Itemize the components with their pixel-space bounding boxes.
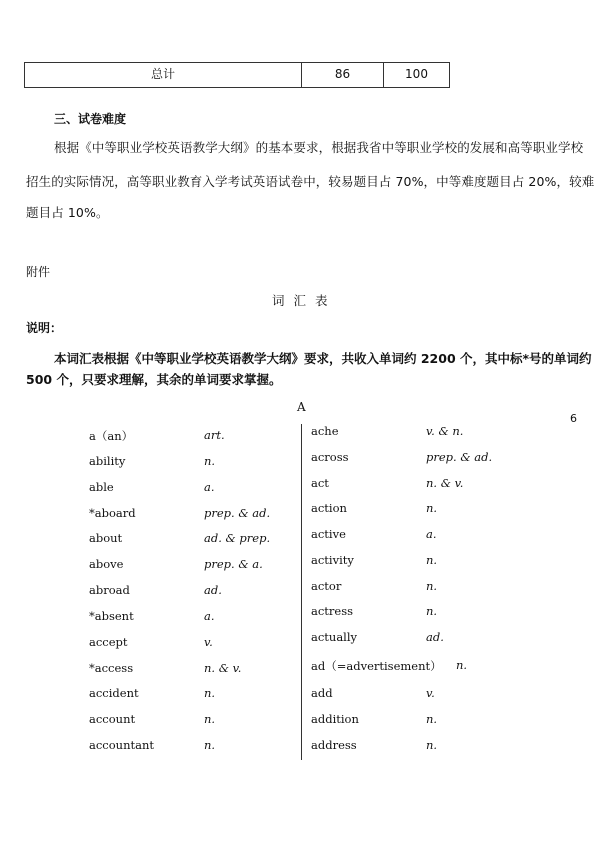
vocab-pos: n. (426, 738, 438, 752)
vocab-pos: art. (204, 428, 225, 442)
summary-table-row (24, 62, 450, 88)
letter-heading: A (297, 400, 306, 414)
vocab-pos: prep. & ad. (426, 450, 493, 464)
vocabulary-title: 词汇表 (272, 293, 337, 308)
paragraph-line: 根据《中等职业学校英语教学大纲》的基本要求，根据我省中等职业学校的发展和高等职业学校 (54, 140, 584, 155)
vocab-pos: a. (204, 480, 215, 494)
note-label: 说明： (26, 321, 63, 335)
vocab-pos: n. (204, 738, 216, 752)
vocab-pos: n. & v. (426, 476, 464, 490)
vocab-pos: n. (426, 712, 438, 726)
vocab-pos: n. (456, 658, 468, 672)
vocab-word: about (89, 531, 123, 545)
appendix-label: 附件 (26, 265, 51, 279)
vocab-pos: n. (426, 553, 438, 567)
vocab-word: act (311, 476, 329, 490)
vocab-word: activity (311, 553, 354, 567)
vocab-pos: n. (204, 454, 216, 468)
vocab-pos: ad. (204, 583, 222, 597)
column-divider (301, 424, 302, 760)
vocab-word: accident (89, 686, 139, 700)
vocab-word: actor (311, 579, 342, 593)
vocab-pos: prep. & ad. (204, 506, 271, 520)
summary-value2-cell: 100 (405, 67, 428, 81)
vocab-word: ache (311, 424, 339, 438)
vocab-pos: ad. (426, 630, 444, 644)
vocab-word: account (89, 712, 136, 726)
vocab-word: *absent (89, 609, 134, 623)
vocab-pos: n. (426, 501, 438, 515)
summary-value1-cell: 86 (334, 67, 351, 81)
vocab-word: addition (311, 712, 359, 726)
vocab-word: a（an） (89, 429, 134, 443)
vocab-word: across (311, 450, 349, 464)
vocab-pos: n. (204, 686, 216, 700)
vocab-word: above (89, 557, 124, 571)
vocab-word: abroad (89, 583, 130, 597)
section-heading: 三、试卷难度 (54, 112, 127, 126)
vocab-word: actually (311, 630, 358, 644)
vocab-word: able (89, 480, 114, 494)
vocab-pos: prep. & a. (204, 557, 263, 571)
vocab-pos: v. & n. (426, 424, 464, 438)
paragraph-line: 题目占 10%。 (26, 205, 109, 220)
vocab-word: active (311, 527, 346, 541)
vocab-word: accept (89, 635, 128, 649)
intro-line: 500 个，只要求理解，其余的单词要求掌握。 (26, 372, 282, 387)
vocab-pos: ad. & prep. (204, 531, 271, 545)
vocab-word: actress (311, 604, 354, 618)
vocab-word: accountant (89, 738, 154, 752)
paragraph-line: 招生的实际情况，高等职业教育入学考试英语试卷中，较易题目占 70%，中等难度题目占 20%，较难 (26, 174, 595, 189)
vocab-pos: n. (426, 579, 438, 593)
summary-label-cell: 总计 (150, 67, 175, 81)
vocab-pos: n. & v. (204, 661, 242, 675)
vocab-word: address (311, 738, 357, 752)
vocab-word: ad（=advertisement） (311, 659, 442, 673)
vocab-word: ability (89, 454, 126, 468)
vocab-word: add (311, 686, 333, 700)
vocab-word: *access (89, 661, 134, 675)
vocab-pos: n. (204, 712, 216, 726)
vocab-pos: v. (426, 686, 435, 700)
vocab-pos: a. (204, 609, 215, 623)
vocab-pos: a. (426, 527, 437, 541)
page-number: 6 (570, 412, 577, 425)
vocab-pos: v. (204, 635, 213, 649)
vocab-pos: n. (426, 604, 438, 618)
vocab-word: action (311, 501, 347, 515)
intro-line: 本词汇表根据《中等职业学校英语教学大纲》要求，共收入单词约 2200 个，其中标*号的单词约 (54, 351, 592, 366)
vocab-word: *aboard (89, 506, 136, 520)
